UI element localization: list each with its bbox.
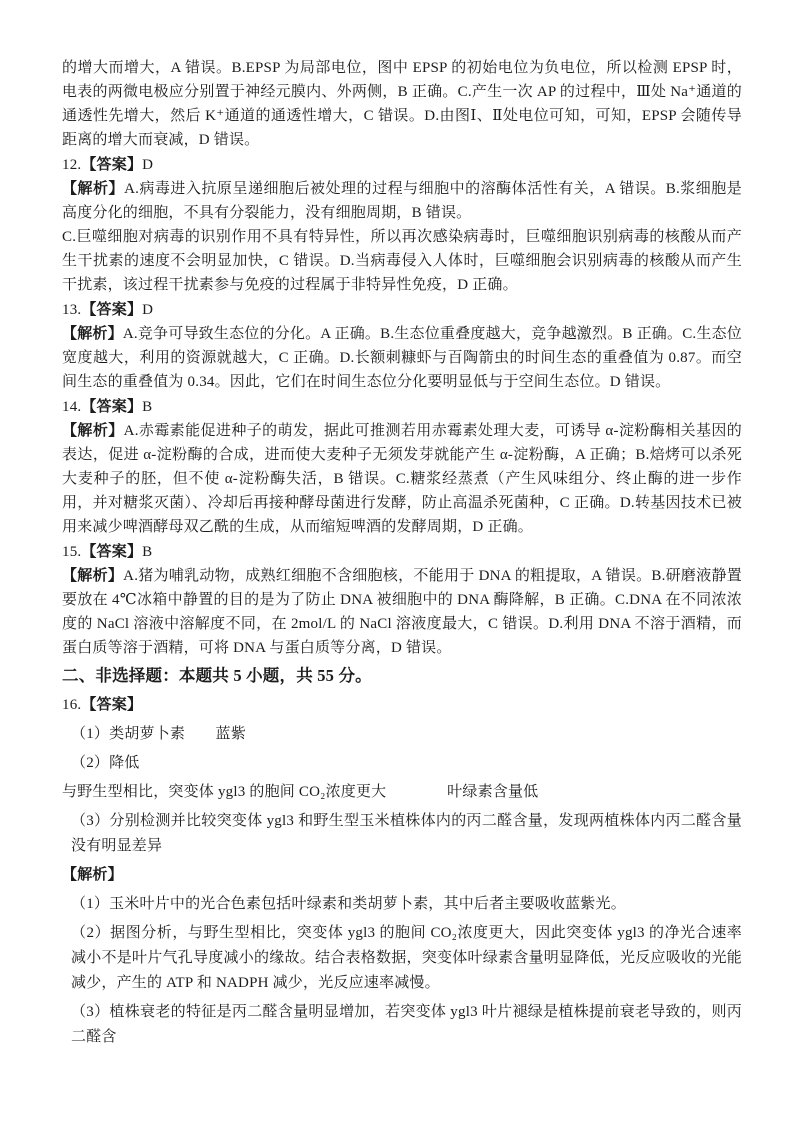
q15-answer-line (62, 540, 742, 564)
q16-answer-item-2: （2）降低 (71, 755, 140, 771)
section-2-heading: 二、非选择题：本题共 5 小题，共 55 分。 (62, 666, 372, 685)
explanation-text: A.竞争可导致生态位的分化。A 正确。B.生态位重叠度越大，竞争越激烈。B 正确。C.生态位宽度越大，利用的资源就越大，C 正确。D.长额刺糠虾与百陶箭虫的时间生态的重叠值为 0.87。而空间生态的重叠值为 0.34。因此，它们在时间生态位分化要明显低与于空间生态位。D 错误。 (62, 326, 742, 390)
q16-answer-line (62, 693, 742, 718)
explanation-text: A.猪为哺乳动物，成熟红细胞不含细胞核，不能用于 DNA 的粗提取，A 错误。B.研磨液静置要放在 4℃冰箱中静置的目的是为了防止 DNA 被细胞中的 DNA 酶降解，B 正确。C.DNA 在不同浓浓度的 NaCl 溶液中溶解度不同，在 2mol/L 的 NaCl 溶液度最大，C 错误。D.利用 DNA 不溶于酒精，而蛋白质等溶于酒精，可将 DNA 与蛋白质等分离，D 错误。 (62, 568, 742, 656)
continuation-paragraph: 的增大而增大，A 错误。B.EPSP 为局部电位，图中 EPSP 的初始电位为负电位，所以检测 EPSP 时，电表的两微电极应分别置于神经元膜内、外两侧，B 正确。C.产生一次 AP 的过程中，Ⅲ处 Na⁺通道的通透性先增大，然后 K⁺通道的通透性增大，C 错误。D.由图Ⅰ、Ⅱ处电位可知，可知，EPSP 会随传导距离的增大而衰减，D 错误。 (62, 60, 742, 148)
q13-explanation (62, 322, 742, 394)
explanation-text: A.赤霉素能促进种子的萌发，据此可推测若用赤霉素处理大麦，可诱导 α-淀粉酶相关基因的表达，促进 α-淀粉酶的合成，进而使大麦种子无须发芽就能产生 α-淀粉酶，A 正确；B.焙烤可以杀死大麦种子的胚，但不使 α-淀粉酶失活，B 错误。C.糖浆经蒸煮（产生风味组分、终止酶的进一步作用，并对糖浆灭菌）、冷却后再接种酵母菌进行发酵，防止高温杀死菌种，C 正确。D.转基因技术已被用来减少啤酒酵母双乙酰的生成，从而缩短啤酒的发酵周期，D 正确。 (62, 423, 742, 535)
answer-label: 【答案】 (81, 157, 143, 173)
q16-answer-item-1: （1）类胡萝卜素 蓝紫 (71, 726, 246, 742)
answer-label: 【答案】 (81, 697, 143, 713)
question-number: 13. (62, 302, 82, 318)
question-number: 16. (62, 697, 82, 713)
answer-label: 【答案】 (81, 544, 143, 560)
question-number: 15. (62, 544, 82, 560)
explanation-text: C.巨噬细胞对病毒的识别作用不具有特异性，所以再次感染病毒时，巨噬细胞识别病毒的核酸从而产生干扰素的速度不会明显加快，C 错误。D.当病毒侵入人体时，巨噬细胞会识别病毒的核酸从而产生干扰素，该过程干扰素参与免疫的过程属于非特异性免疫，D 正确。 (62, 229, 742, 293)
answer-value: D (142, 157, 154, 173)
q12-explanation-1 (62, 177, 742, 225)
q15-explanation (62, 564, 742, 660)
answer-value: B (142, 544, 153, 560)
answer-label: 【答案】 (81, 302, 143, 318)
answer-value: D (142, 302, 154, 318)
q14-answer-line (62, 395, 742, 419)
q13-answer-line (62, 298, 742, 322)
explanation-text: A.病毒进入抗原呈递细胞后被处理的过程与细胞中的溶酶体活性有关，A 错误。B.浆细胞是高度分化的细胞，不具有分裂能力，没有细胞周期，B 错误。 (62, 181, 742, 221)
q12-explanation-2 (62, 225, 742, 297)
q16-explanation-item-3: （3）植株衰老的特征是丙二醛含量明显增加，若突变体 ygl3 叶片褪绿是植株提前衰老导致的，则丙二醛含 (71, 1004, 742, 1045)
q16-explanation-label: 【解析】 (62, 867, 123, 883)
explanation-label: 【解析】 (62, 181, 125, 197)
explanation-label: 【解析】 (62, 423, 124, 439)
q16-answer-item-3: （3）分别检测并比较突变体 ygl3 和野生型玉米植株体内的丙二醛含量，发现两植株体内丙二醛含量没有明显差异 (71, 813, 742, 854)
q14-explanation (62, 419, 742, 539)
explanation-label: 【解析】 (62, 326, 123, 342)
q16-explanation-item-2: （2）据图分析，与野生型相比，突变体 ygl3 的胞间 CO₂浓度更大，因此突变体 ygl3 的净光合速率减小不是叶片气孔导度减小的缘故。结合表格数据，突变体叶绿素含量明显降低，光反应吸收的光能减少，产生的 ATP 和 NADPH 减少，光反应速率减慢。 (71, 925, 742, 991)
q16-answer-item-2-supplement: 与野生型相比，突变体 ygl3 的胞间 CO₂浓度更大 叶绿素含量低 (62, 784, 539, 800)
answer-value: B (142, 399, 153, 415)
question-number: 12. (62, 157, 82, 173)
question-number: 14. (62, 399, 82, 415)
q12-answer-line (62, 153, 742, 177)
explanation-label: 【解析】 (62, 568, 124, 584)
q16-block (62, 693, 742, 1050)
q16-explanation-item-1: （1）玉米叶片中的光合色素包括叶绿素和类胡萝卜素，其中后者主要吸收蓝紫光。 (71, 896, 626, 912)
answer-label: 【答案】 (81, 399, 143, 415)
